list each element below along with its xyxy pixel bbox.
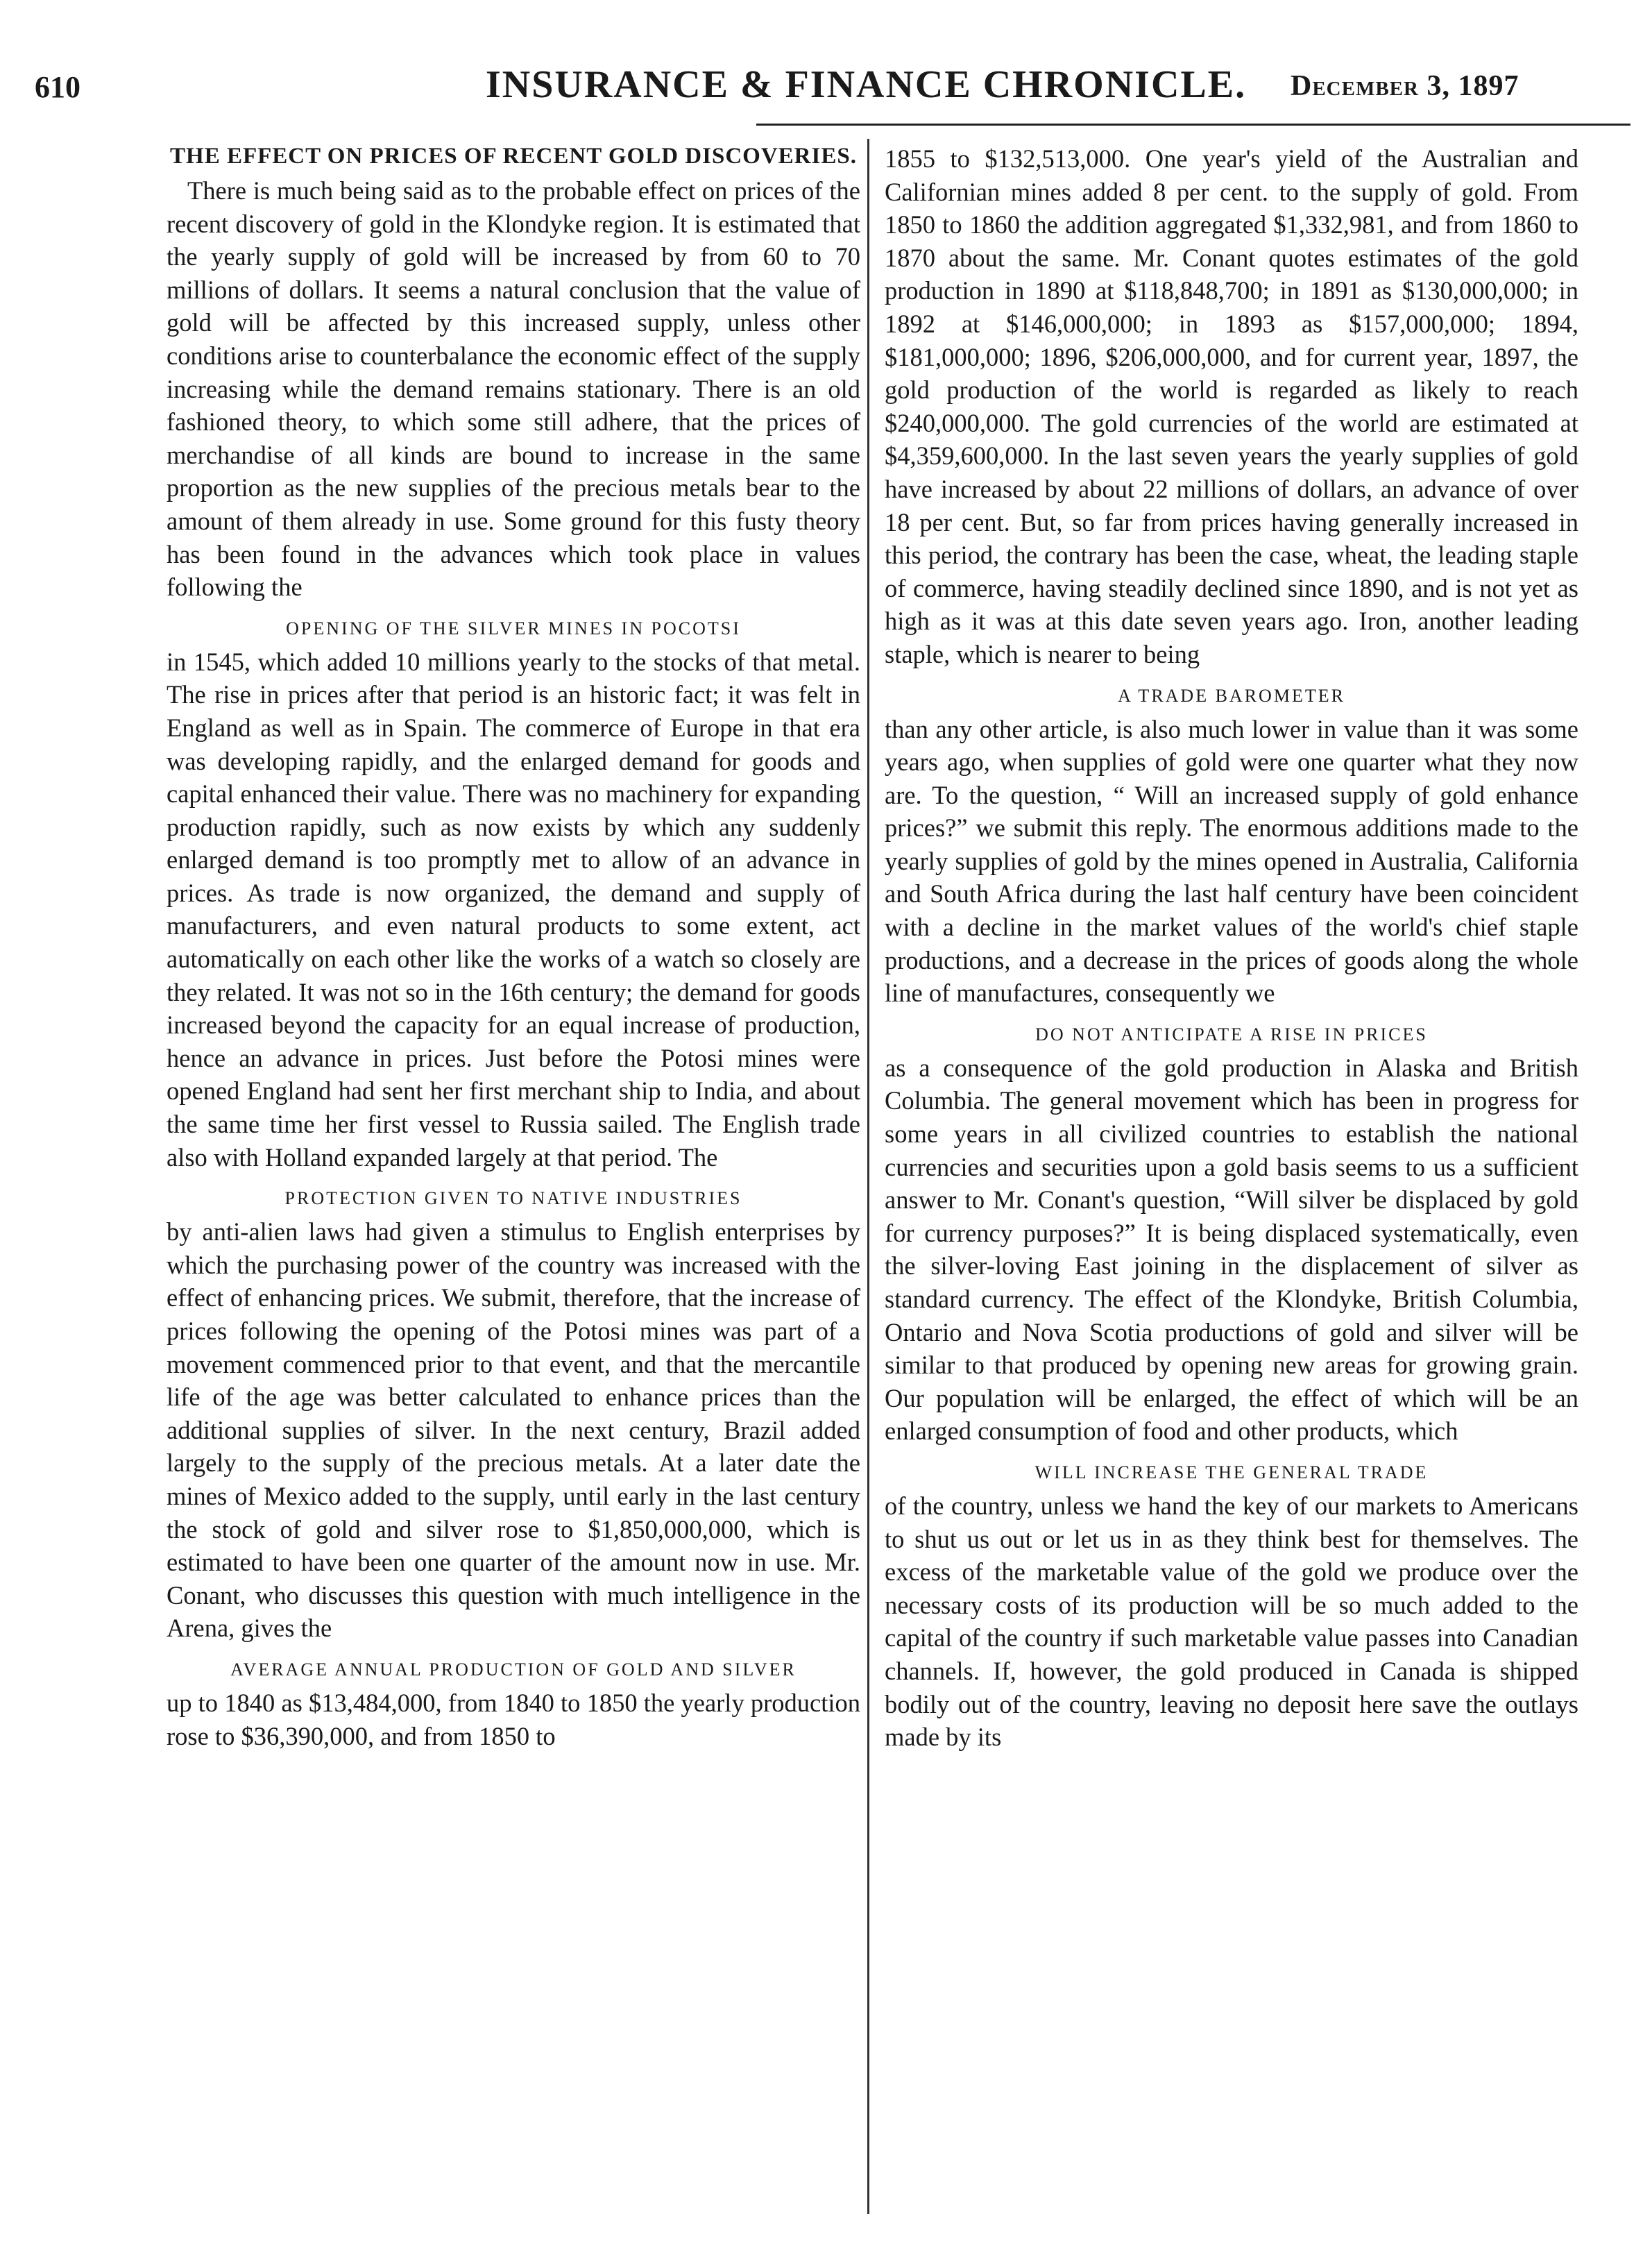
right-column	[885, 142, 1578, 1754]
article-paragraph: up to 1840 as $13,484,000, from 1840 to 1850 the yearly production rose to $36,390,000, and from 1850 to	[167, 1688, 860, 1750]
article-paragraph: as a consequence of the gold production in Alaska and British Columbia. The general movement which has been in progress for some years in all civilized countries to establish the national currencies and securities upon a gold basis seems to us a sufficient answer to Mr. Conant's question, “Will silver be displaced by gold for currency purposes?” It is being displaced systematically, even the silver-loving East joining in the displacement of silver as standard currency. The effect of the Klondyke, British Columbia, Ontario and Nova Scotia productions of gold and silver will be similar to that produced by opening new areas for growing grain. Our population will be enlarged, the effect of which will be an enlarged consumption of food and other products, which	[885, 1053, 1578, 1446]
header-rule	[756, 124, 1630, 126]
article-paragraph: than any other article, is also much lower in value than it was some years ago, when supplies of gold were one quarter what they now are. To the question, “ Will an increased supply of gold enhance prices?” we submit this reply. The enormous additions made to the yearly supplies of gold by the mines opened in Australia, California and South Africa during the last half century have been coincident with a decline in the market values of the world's chief staple productions, and a decrease in the prices of goods along the whole line of manufactures, consequently we	[885, 714, 1578, 1008]
left-column	[167, 142, 860, 1752]
page-number: 610	[35, 70, 80, 104]
article-title: THE EFFECT ON PRICES OF RECENT GOLD DISCOVERIES.	[170, 144, 857, 169]
article-paragraph: in 1545, which added 10 millions yearly to the stocks of that metal. The rise in prices after that period is an historic fact; it was felt in England as well as in Spain. The commerce of Europe in that era was developing rapidly, and the enlarged demand for goods and capital enhanced their value. There was no machinery for expanding production rapidly, such as now exists by which any suddenly enlarged demand is too promptly met to allow of an advance in prices. As trade is now organized, the demand and supply of manufacturers, and even natural products to some extent, act automatically on each other like the works of a watch so closely are they related. It was not so in the 16th century; the demand for goods increased beyond the capacity for an equal increase of production, hence an advance in prices. Just before the Potosi mines were opened England had sent her first merchant ship to India, and about the same time her first vessel to Russia sailed. The English trade also with Holland expanded largely at that period. The	[167, 647, 860, 1172]
article-paragraph: 1855 to $132,513,000. One year's yield of the Australian and Californian mines added 8 per cent. to the supply of gold. From 1850 to 1860 the addition aggregated $1,332,981, and from 1860 to 1870 about the same. Mr. Conant quotes estimates of the gold production in 1890 at $118,848,700; in 1891 as $130,000,000; in 1892 at $146,000,000; in 1893 as $157,000,000; 1894, $181,000,000; 1896, $206,000,000, and for current year, 1897, the gold production of the world is regarded as likely to reach $240,000,000. The gold currencies of the world are estimated at $4,359,600,000. In the last seven years the yearly supplies of gold have increased by about 22 millions of dollars, an advance of over 18 per cent. But, so far from prices having generally increased in this period, the contrary has been the case, wheat, the leading staple of commerce, having steadily declined since 1890, and is not yet as high as it was at this date seven years ago. Iron, another leading staple, which is nearer to being	[885, 144, 1578, 668]
section-subhead: PROTECTION GIVEN TO NATIVE INDUSTRIES	[284, 1188, 742, 1209]
section-subhead: WILL INCREASE THE GENERAL TRADE	[1034, 1462, 1429, 1482]
section-subhead: DO NOT ANTICIPATE A RISE IN PRICES	[1035, 1024, 1428, 1045]
section-subhead: AVERAGE ANNUAL PRODUCTION OF GOLD AND SILVER	[230, 1659, 797, 1680]
article-paragraph: There is much being said as to the probable effect on prices of the recent discovery of gold in the Klondyke region. It is estimated that the yearly supply of gold will be increased by from 60 to 70 millions of dollars. It seems a natural conclusion that the value of gold will be affected by this increased supply, unless other conditions arise to counterbalance the economic effect of the supply increasing while the demand remains stationary. There is an old fashioned theory, to which some still adhere, that the prices of merchandise of all kinds are bound to increase in the same proportion as the new supplies of the precious metals bear to the amount of them already in use. Some ground for this fusty theory has been found in the advances which took place in values following the	[167, 176, 860, 602]
article-paragraph: by anti-alien laws had given a stimulus to English enterprises by which the purchasing power of the country was increased with the effect of enhancing prices. We submit, therefore, that the increase of prices following the opening of the Potosi mines was part of a movement commenced prior to that event, and that the mercantile life of the age was better calculated to enhance prices than the additional supplies of silver. In the next century, Brazil added largely to the supply of the precious metals. At a later date the mines of Mexico added to the supply, until early in the last century the stock of gold and silver rose to $1,850,000,000, which is estimated to have been one quarter of the amount now in use. Mr. Conant, who discusses this question with much intelligence in the Arena, gives the	[167, 1217, 860, 1643]
section-subhead: OPENING OF THE SILVER MINES IN POCOTSI	[286, 618, 741, 639]
issue-date: December 3, 1897	[1291, 70, 1519, 102]
masthead-title: INSURANCE & FINANCE CHRONICLE.	[486, 63, 1247, 106]
section-subhead: A TRADE BAROMETER	[1118, 685, 1345, 706]
article-paragraph: of the country, unless we hand the key of our markets to Americans to shut us out or let us in as they think best for themselves. The excess of the marketable value of the gold we produce over the necessary costs of its production will be so much added to the capital of the country if such marketable value passes into Canadian channels. If, however, the gold produced in Canada is shipped bodily out of the country, leaving no deposit here save the outlays made by its	[885, 1491, 1578, 1752]
page-header	[0, 62, 1652, 125]
column-divider	[867, 139, 869, 2214]
